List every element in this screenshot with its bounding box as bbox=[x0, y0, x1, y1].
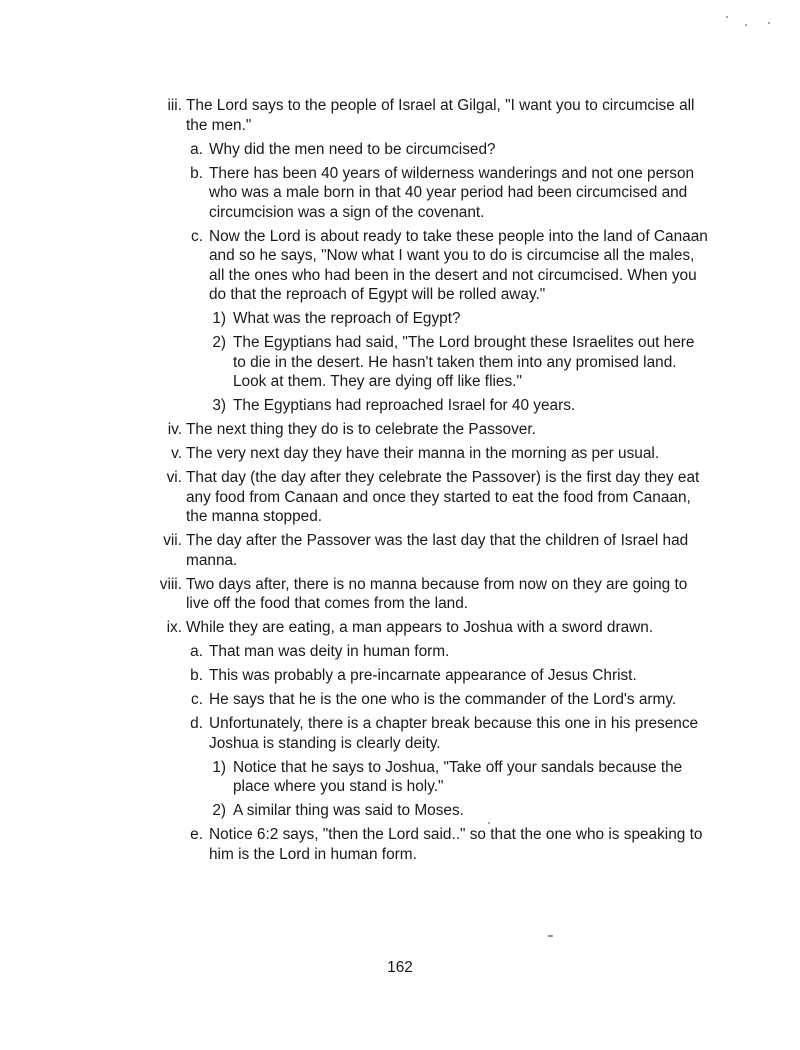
item-marker: c. bbox=[191, 691, 203, 708]
outline-item-ix-d-2 bbox=[0, 801, 710, 821]
item-marker: a. bbox=[190, 643, 203, 660]
item-text: That day (the day after they celebrate the Passover) is the first day they eat any food from Canaan and once they started to eat the food from Canaan, the manna stopped. bbox=[186, 469, 700, 525]
item-text: The next thing they do is to celebrate the Passover. bbox=[186, 421, 536, 438]
item-text: What was the reproach of Egypt? bbox=[233, 310, 461, 327]
item-marker: 1) bbox=[212, 310, 226, 327]
outline-item-v bbox=[0, 444, 710, 464]
outline-item-iii-c bbox=[0, 227, 710, 305]
outline-item-iii bbox=[0, 96, 710, 135]
page-number: 162 bbox=[387, 959, 413, 976]
item-text: Why did the men need to be circumcised? bbox=[209, 140, 496, 158]
item-marker: iii. bbox=[167, 97, 182, 114]
item-text: Now the Lord is about ready to take these people into the land of Canaan and so he says, "Now what I want you to do is circumcise all the males, all the ones who had been in the desert and not circumcised. When you do that the reproach of Egypt will be rolled away." bbox=[209, 227, 708, 303]
outline-item-ix-d-1 bbox=[0, 758, 710, 797]
outline-item-viii bbox=[0, 575, 710, 614]
scan-speck bbox=[768, 22, 770, 24]
item-text: The very next day they have their manna in the morning as per usual. bbox=[186, 445, 660, 462]
item-text: The day after the Passover was the last day that the children of Israel had manna. bbox=[186, 532, 689, 569]
item-text: Two days after, there is no manna because from now on they are going to live off the food that comes from the land. bbox=[186, 575, 688, 612]
outline-item-ix-b bbox=[0, 666, 710, 686]
scan-speck bbox=[726, 16, 728, 18]
outline-list bbox=[0, 96, 800, 869]
item-marker: c. bbox=[191, 227, 203, 245]
outline-item-ix-e bbox=[0, 825, 710, 864]
outline-item-iv bbox=[0, 420, 710, 440]
outline-item-ix-d bbox=[0, 714, 710, 753]
outline-item-ix bbox=[0, 618, 710, 638]
outline-item-iii-a bbox=[0, 140, 710, 160]
outline-item-iii-c-1 bbox=[0, 309, 710, 329]
item-marker: ix. bbox=[166, 619, 182, 636]
item-marker: vii. bbox=[163, 532, 182, 549]
item-marker: viii. bbox=[159, 575, 182, 593]
outline-item-ix-c bbox=[0, 690, 710, 710]
item-text: A similar thing was said to Moses. bbox=[233, 802, 464, 819]
outline-item-vii bbox=[0, 531, 710, 570]
item-marker: e. bbox=[190, 826, 203, 843]
outline-item-iii-b bbox=[0, 164, 710, 223]
item-marker: b. bbox=[190, 164, 203, 182]
item-text: Unfortunately, there is a chapter break because this one in his presence Joshua is standing is clearly deity. bbox=[209, 715, 699, 752]
item-text: He says that he is the one who is the commander of the Lord's army. bbox=[209, 691, 677, 708]
outline-item-iii-c-2 bbox=[0, 333, 710, 392]
outline-item-ix-a bbox=[0, 642, 710, 662]
item-text: While they are eating, a man appears to Joshua with a sword drawn. bbox=[186, 619, 654, 636]
item-marker: 2) bbox=[212, 334, 226, 351]
item-marker: a. bbox=[190, 140, 203, 158]
item-text: The Lord says to the people of Israel at Gilgal, "I want you to circumcise all the men." bbox=[186, 97, 695, 134]
item-text: That man was deity in human form. bbox=[209, 643, 450, 660]
item-text: Notice that he says to Joshua, "Take off your sandals because the place where you stand is holy." bbox=[233, 758, 683, 795]
item-marker: d. bbox=[190, 715, 203, 732]
item-text: This was probably a pre-incarnate appearance of Jesus Christ. bbox=[209, 667, 637, 684]
item-text: The Egyptians had said, "The Lord brought these Israelites out here to die in the desert. He hasn't taken them into any promised land. Look at them. They are dying off like flies." bbox=[233, 334, 695, 390]
item-text: The Egyptians had reproached Israel for 40 years. bbox=[233, 397, 576, 414]
outline-item-vi bbox=[0, 468, 710, 527]
item-marker: 2) bbox=[212, 802, 226, 819]
scan-speck bbox=[548, 935, 553, 937]
scan-speck bbox=[745, 24, 747, 26]
item-marker: iv. bbox=[167, 421, 182, 438]
item-marker: b. bbox=[190, 667, 203, 684]
outline-item-iii-c-3 bbox=[0, 396, 710, 416]
item-marker: 3) bbox=[212, 397, 226, 414]
item-marker: v. bbox=[171, 445, 182, 462]
item-marker: vi. bbox=[166, 469, 182, 486]
item-marker: 1) bbox=[212, 758, 226, 776]
item-text: There has been 40 years of wilderness wanderings and not one person who was a male born in that 40 year period had been circumcised and circumcision was a sign of the covenant. bbox=[209, 164, 695, 221]
item-text: Notice 6:2 says, "then the Lord said.." so that the one who is speaking to him is the Lord in human form. bbox=[209, 826, 703, 863]
